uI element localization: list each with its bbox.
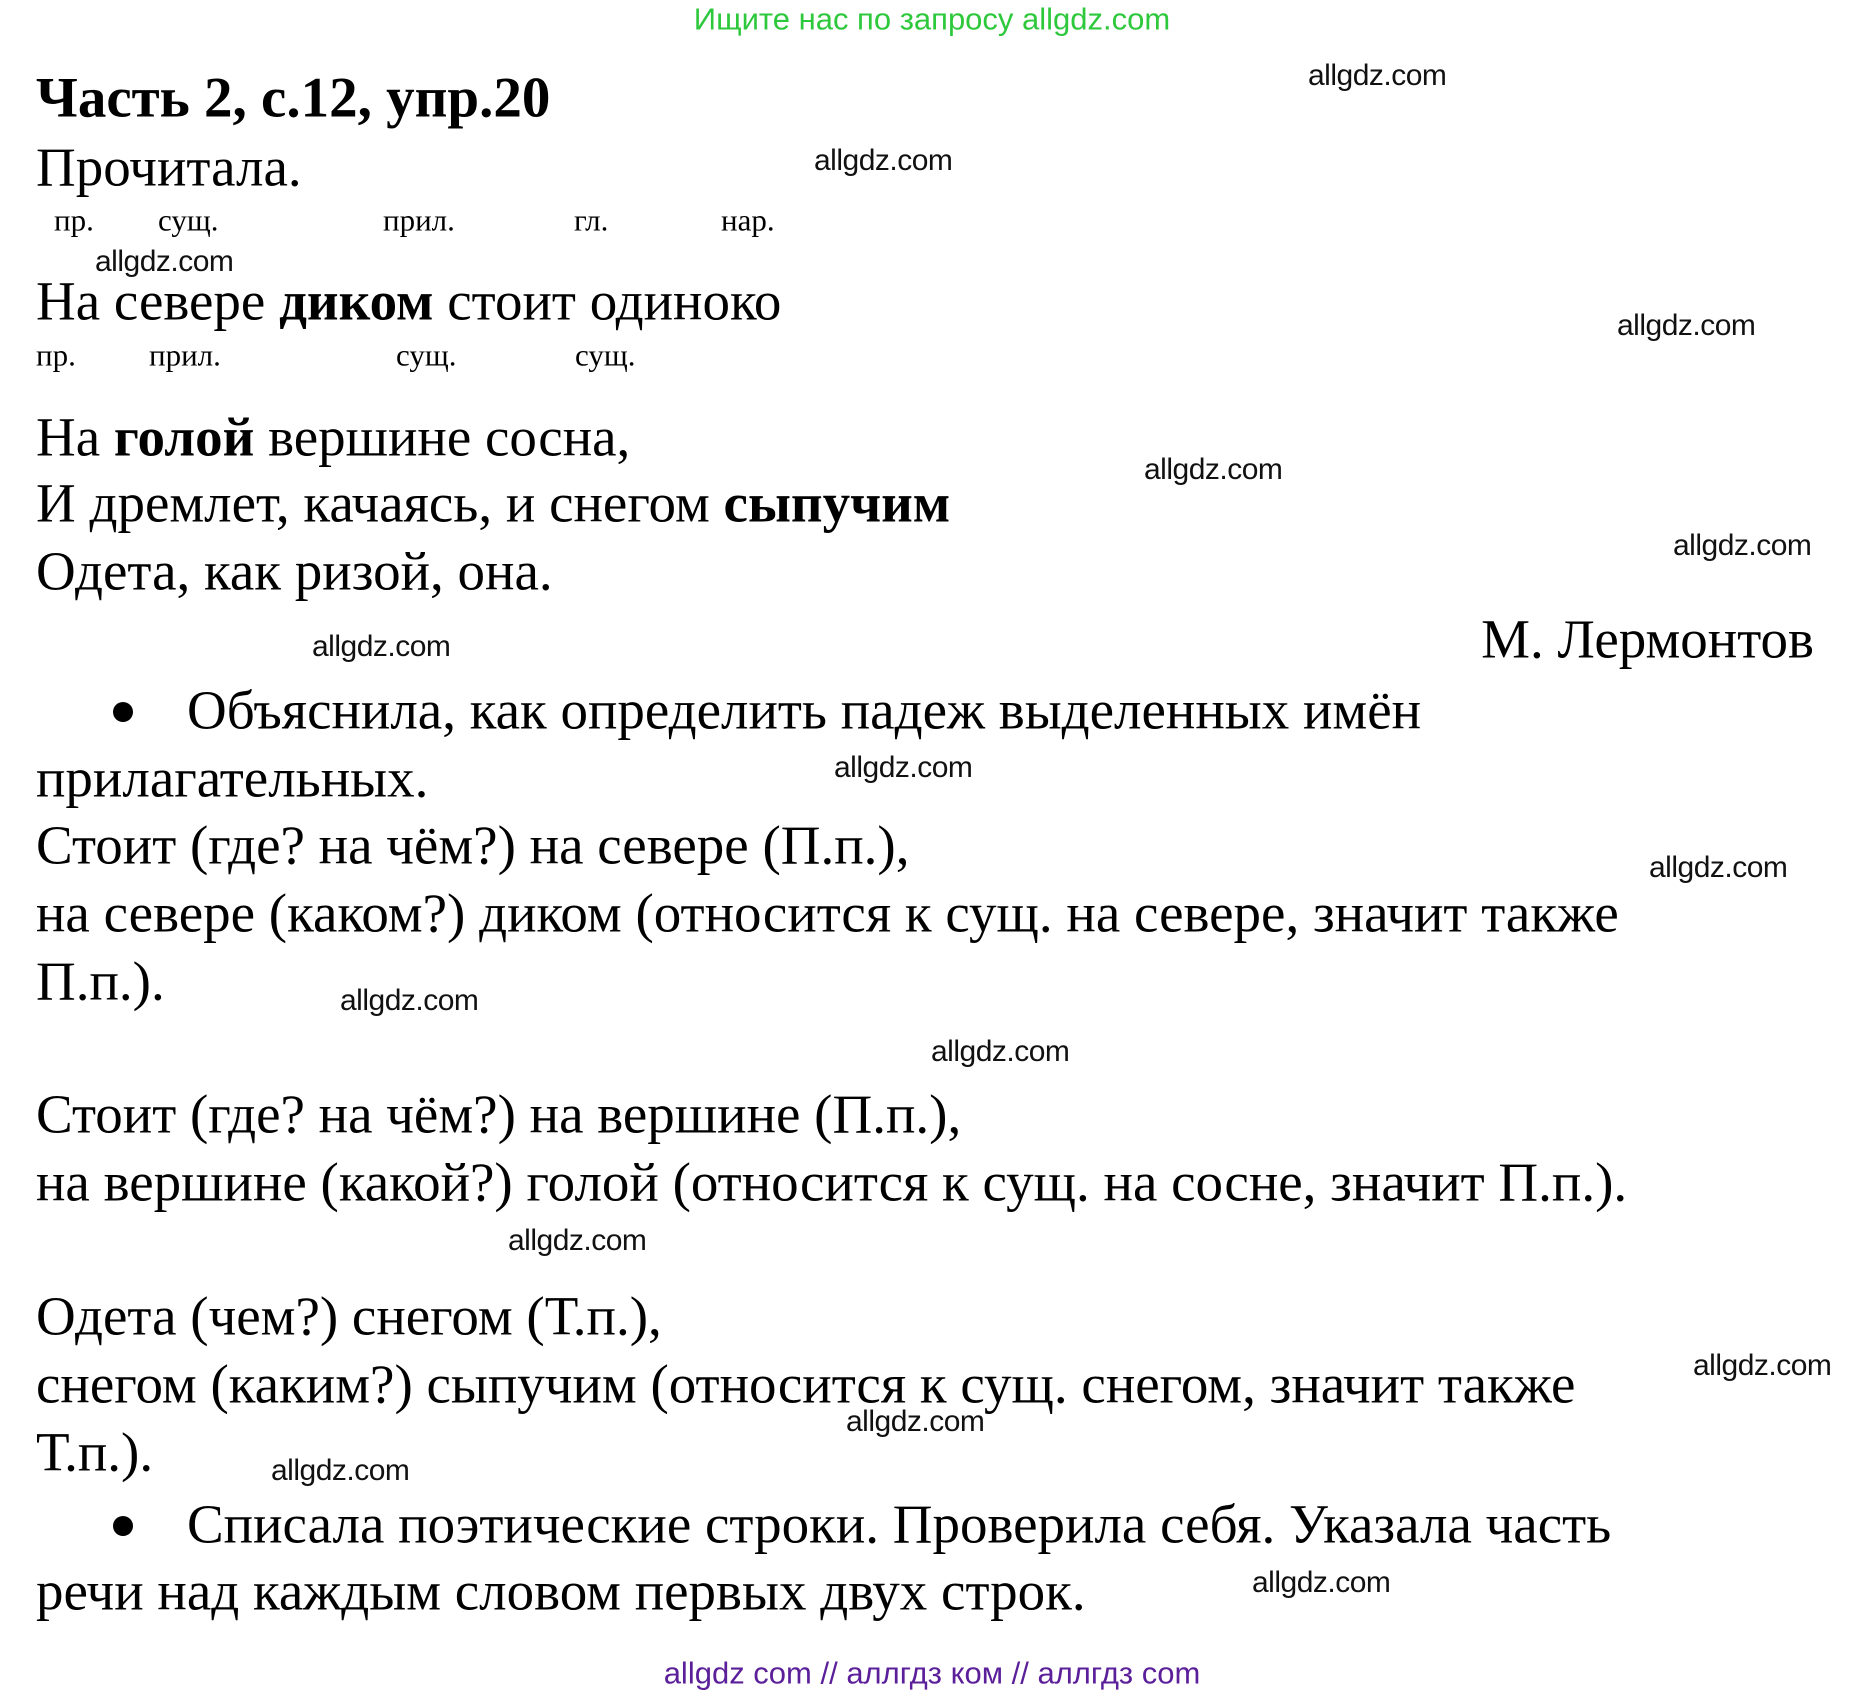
answer-line: снегом (каким?) сыпучим (относится к сущ. снегом, значит также	[36, 1353, 1576, 1415]
watermark: allgdz.com	[340, 984, 479, 1017]
search-banner[interactable]: Ищите нас по запросу allgdz.com	[693, 1, 1171, 37]
task-text: речи над каждым словом первых двух строк.	[36, 1560, 1086, 1622]
pos-label: нар.	[721, 202, 775, 238]
answer-line: Т.п.).	[36, 1421, 154, 1483]
watermark: allgdz.com	[1252, 1566, 1391, 1599]
watermark: allgdz.com	[1617, 309, 1756, 342]
pos-label: прил.	[149, 337, 221, 373]
highlighted-word: голой	[113, 406, 255, 468]
text: вершине сосна,	[254, 406, 631, 468]
watermark: allgdz.com	[931, 1035, 1070, 1068]
watermark: allgdz.com	[508, 1224, 647, 1257]
pos-label: пр.	[54, 202, 94, 238]
poem-line-1	[36, 270, 782, 332]
bullet-icon	[113, 1516, 133, 1536]
text: На севере	[36, 270, 280, 332]
answer-line: на вершине (какой?) голой (относится к сущ. на сосне, значит П.п.).	[36, 1151, 1628, 1213]
watermark: allgdz.com	[1673, 529, 1812, 562]
poem-author: М. Лермонтов	[1481, 608, 1814, 670]
watermark: allgdz.com	[834, 751, 973, 784]
task-text: Объяснила, как определить падеж выделенных имён	[187, 679, 1422, 741]
watermark: allgdz.com	[95, 245, 234, 278]
poem-line-2	[36, 406, 631, 468]
answer-line: Одета (чем?) снегом (Т.п.),	[36, 1285, 662, 1347]
task-text: прилагательных.	[36, 747, 429, 809]
watermark: allgdz.com	[1308, 59, 1447, 92]
pos-label: прил.	[383, 202, 455, 238]
footer-links[interactable]: allgdz com // аллгдз ком // аллгдз com	[663, 1655, 1201, 1691]
highlighted-word: сыпучим	[723, 472, 951, 534]
text: И дремлет, качаясь, и снегом	[36, 472, 724, 534]
pos-label: сущ.	[396, 337, 457, 373]
highlighted-word: диком	[279, 270, 434, 332]
text-line: Прочитала.	[36, 136, 302, 198]
answer-line: Стоит (где? на чём?) на вершине (П.п.),	[36, 1083, 962, 1145]
page-title: Часть 2, с.12, упр.20	[36, 66, 551, 130]
pos-label: пр.	[36, 337, 76, 373]
pos-label: гл.	[574, 202, 609, 238]
text: стоит одиноко	[433, 270, 782, 332]
watermark: allgdz.com	[1693, 1349, 1832, 1382]
watermark: allgdz.com	[846, 1405, 985, 1438]
bullet-icon	[113, 702, 133, 722]
pos-label: сущ.	[158, 202, 219, 238]
watermark: allgdz.com	[312, 630, 451, 663]
task-text: Списала поэтические строки. Проверила себя. Указала часть	[187, 1493, 1612, 1555]
poem-line-3	[36, 472, 951, 534]
answer-line: Стоит (где? на чём?) на севере (П.п.),	[36, 814, 910, 876]
text: На	[36, 406, 114, 468]
watermark: allgdz.com	[1144, 453, 1283, 486]
answer-line: П.п.).	[36, 950, 165, 1012]
watermark: allgdz.com	[1649, 851, 1788, 884]
watermark: allgdz.com	[814, 144, 953, 177]
pos-label: сущ.	[575, 337, 636, 373]
answer-line: на севере (каком?) диком (относится к сущ. на севере, значит также	[36, 882, 1619, 944]
poem-line-4: Одета, как ризой, она.	[36, 540, 553, 602]
watermark: allgdz.com	[271, 1454, 410, 1487]
